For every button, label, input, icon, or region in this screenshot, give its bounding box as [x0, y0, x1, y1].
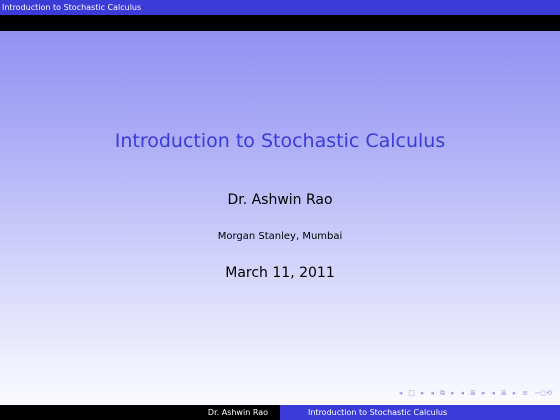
- frame-next-icon[interactable]: ▸: [420, 389, 425, 397]
- headline-bar: [0, 0, 560, 15]
- navigation-symbols: [399, 388, 552, 398]
- align-icon[interactable]: ≡: [522, 389, 529, 397]
- slide-institute: Morgan Stanley, Mumbai: [217, 231, 343, 242]
- subsection-icon[interactable]: ⧉: [439, 388, 445, 397]
- subsection-prev-icon[interactable]: ◂: [430, 389, 434, 397]
- frame-icon[interactable]: □: [408, 389, 415, 397]
- headline-section-title[interactable]: Introduction to Stochastic Calculus: [2, 3, 142, 12]
- section-icon[interactable]: ≣: [469, 389, 476, 397]
- footer-author[interactable]: Dr. Ashwin Rao: [0, 405, 280, 420]
- section-next-icon[interactable]: ▸: [481, 389, 486, 397]
- subsection-next-icon[interactable]: ▸: [450, 389, 455, 397]
- section-prev-icon[interactable]: ◂: [460, 389, 464, 397]
- footline: [0, 405, 560, 420]
- slide-title: Introduction to Stochastic Calculus: [114, 130, 446, 152]
- footer-title[interactable]: Introduction to Stochastic Calculus: [280, 405, 560, 420]
- frame-prev-icon[interactable]: ◂: [398, 389, 403, 397]
- headline-subbar: [0, 15, 560, 31]
- search-icon[interactable]: ∽○⟲: [534, 389, 552, 397]
- document-prev-icon[interactable]: ◂: [491, 389, 495, 397]
- slide-date: March 11, 2011: [225, 265, 335, 281]
- slide-author: Dr. Ashwin Rao: [227, 192, 333, 208]
- document-next-icon[interactable]: ▸: [512, 389, 517, 397]
- document-icon[interactable]: ≣: [500, 389, 507, 397]
